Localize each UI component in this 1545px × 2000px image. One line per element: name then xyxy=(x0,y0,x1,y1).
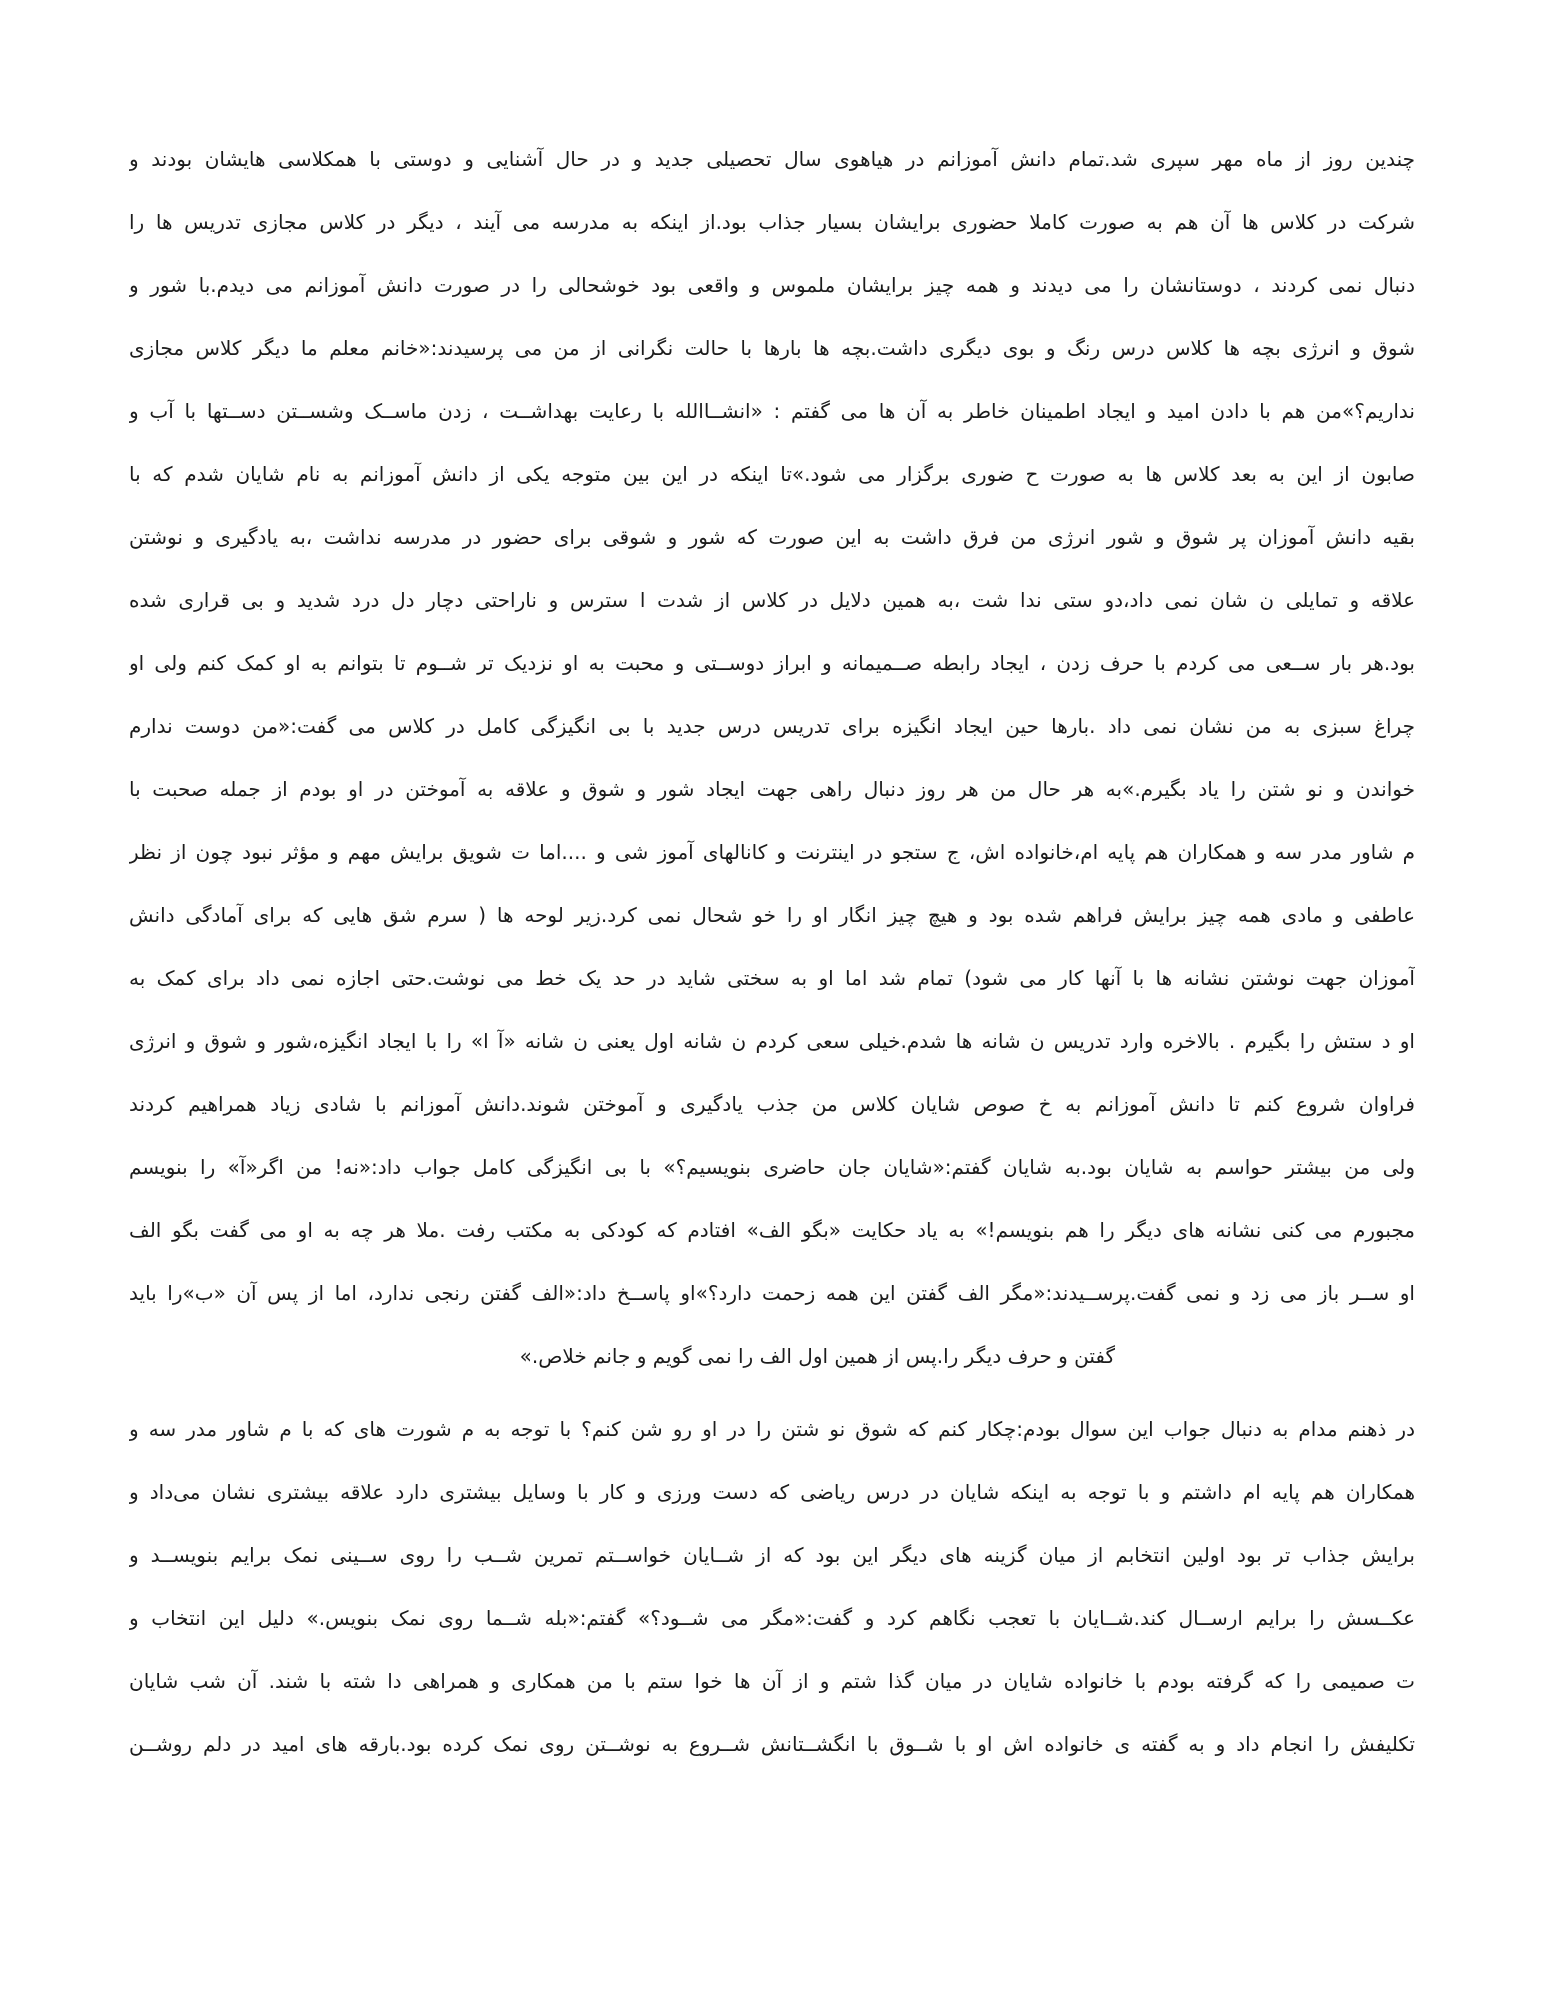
text-line: آموزان جهت نوشتن نشانه ها با آنها کار می شود) تمام شد اما او به سختی شاید در حد یک خط می نوشت.حتی اجازه نمی داد برای کمک به xyxy=(129,966,1415,990)
text-line: م شاور مدر سه و همکاران هم پایه ام،خانواده اش، ج ستجو در اینترنت و کانالهای آموز شی و ....اما ت شویق برایش مهم و مؤثر نبود چون از نظر xyxy=(129,840,1415,864)
text-line: ت صمیمی را که گرفته بودم با خانواده شایان در میان گذا شتم و از آن ها خوا ستم با من همکاری و همراهی دا شته با شند. آن شب شایان xyxy=(129,1669,1415,1693)
text-line: بقیه دانش آموزان پر شوق و شور انرژی من فرق داشت به این صورت که شور و شوقی برای حضور در مدرسه نداشت ،به یادگیری و نوشتن xyxy=(129,525,1415,549)
text-line: عکــسش را برایم ارســال کند.شــایان با تعجب نگاهم کرد و گفت:«مگر می شــود؟» گفتم:«بله شــما روی نمک بنویس.» دلیل این انتخاب و xyxy=(129,1606,1415,1630)
text-line: چندین روز از ماه مهر سپری شد.تمام دانش آموزانم در هیاهوی سال تحصیلی جدید و در حال آشنایی و دوستی با همکلاسی هایشان بودند و xyxy=(129,147,1415,171)
text-line: بود.هر بار ســعی می کردم با حرف زدن ، ایجاد رابطه صــمیمانه و ابراز دوســتی و محبت به او نزدیک تر شــوم تا بتوانم به او کمک کنم ولی او xyxy=(129,651,1415,675)
text-line: فراوان شروع کنم تا دانش آموزانم به خ صوص شایان کلاس من جذب یادگیری و آموختن شوند.دانش آموزانم با شادی زیاد همراهیم کردند xyxy=(129,1092,1415,1116)
text-line: نداریم؟»من هم با دادن امید و ایجاد اطمینان خاطر به آن ها می گفتم : «انشــاالله با رعایت بهداشــت ، زدن ماســک وشســتن دســتها با آب و xyxy=(129,399,1415,423)
text-line: خواندن و نو شتن را یاد بگیرم.»به هر حال من هر روز دنبال راهی جهت ایجاد شور و شوق و علاقه به آموختن در او بودم از جمله صحبت با xyxy=(129,777,1415,801)
text-line: او ســر باز می زد و نمی گفت.پرســیدند:«مگر الف گفتن این همه زحمت دارد؟»او پاســخ داد:«الف گفتن رنجی ندارد، اما از پس آن «ب»را باید xyxy=(129,1281,1415,1305)
paragraph-1 xyxy=(129,128,1415,1388)
text-line: عاطفی و مادی همه چیز برایش فراهم شده بود و هیچ چیز انگار او را خو شحال نمی کرد.زیر لوحه ها ( سرم شق هایی که برای آمادگی دانش xyxy=(129,903,1415,927)
text-line: ولی من بیشتر حواسم به شایان بود.به شایان گفتم:«شایان جان حاضری بنویسیم؟» با بی انگیزگی کامل جواب داد:«نه! من اگر«آ» را بنویسم xyxy=(129,1155,1415,1179)
text-line: گفتن و حرف دیگر را.پس از همین اول الف را نمی گویم و جانم خلاص.» xyxy=(519,1344,1115,1368)
text-line: علاقه و تمایلی ن شان نمی داد،دو ستی ندا شت ،به همین دلایل در کلاس از شدت ا سترس و ناراحتی دچار دل درد شدید و بی قراری شده xyxy=(129,588,1415,612)
text-line: همکاران هم پایه ام داشتم و با توجه به اینکه شایان در درس ریاضی که دست ورزی و کار با وسایل بیشتری دارد علاقه بیشتری نشان می‌داد و xyxy=(129,1480,1415,1504)
paragraph-2 xyxy=(129,1398,1415,1776)
text-line: در ذهنم مدام به دنبال جواب این سوال بودم:چکار کنم که شوق نو شتن را در او رو شن کنم؟ با توجه به م شورت های که با م شاور مدر سه و xyxy=(129,1417,1415,1441)
text-line: شوق و انرژی بچه ها کلاس درس رنگ و بوی دیگری داشت.بچه ها بارها با حالت نگرانی از من می پرسیدند:«خانم معلم ما دیگر کلاس مجازی xyxy=(129,336,1415,360)
text-line: برایش جذاب تر بود اولین انتخابم از میان گزینه های دیگر این بود که از شــایان خواســتم تمرین شــب را روی ســینی نمک برایم بنویســد و xyxy=(129,1543,1415,1567)
text-line: تکلیفش را انجام داد و به گفته ی خانواده اش او با شــوق با انگشــتانش شــروع به نوشــتن روی نمک کرده بود.بارقه های امید در دلم روشــن xyxy=(129,1732,1415,1756)
text-line: چراغ سبزی به من نشان نمی داد .بارها حین ایجاد انگیزه برای تدریس درس جدید با بی انگیزگی کامل در کلاس می گفت:«من دوست ندارم xyxy=(129,714,1415,738)
text-line: شرکت در کلاس ها آن هم به صورت کاملا حضوری برایشان بسیار جذاب بود.از اینکه به مدرسه می آیند ، دیگر در کلاس مجازی تدریس ها را xyxy=(129,210,1415,234)
text-line: دنبال نمی کردند ، دوستانشان را می دیدند و همه چیز برایشان ملموس و واقعی بود خوشحالی را در صورت دانش آموزانم می دیدم.با شور و xyxy=(129,273,1415,297)
text-line: صابون از این به بعد کلاس ها به صورت ح ضوری برگزار می شود.»تا اینکه در این بین متوجه یکی از دانش آموزانم به نام شایان شدم که با xyxy=(129,462,1415,486)
text-block xyxy=(129,128,1415,1776)
text-line: مجبورم می کنی نشانه های دیگر را هم بنویسم!» به یاد حکایت «بگو الف» افتادم که کودکی به مکتب رفت .ملا هر چه به او می گفت بگو الف xyxy=(129,1218,1415,1242)
text-line: او د ستش را بگیرم . بالاخره وارد تدریس ن شانه ها شدم.خیلی سعی کردم ن شانه اول یعنی ن شانه «آ ا» را با ایجاد انگیزه،شور و شوق و انرژی xyxy=(129,1029,1415,1053)
